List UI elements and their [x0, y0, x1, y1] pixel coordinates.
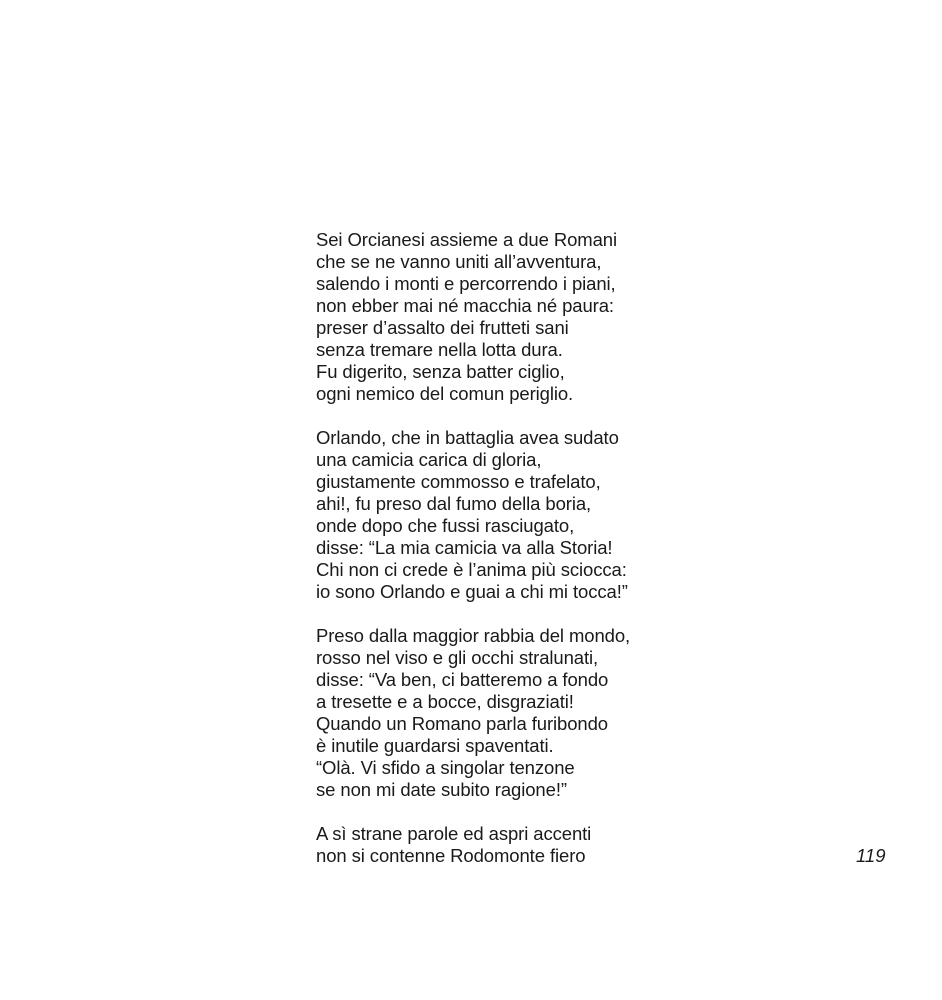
poem-line: io sono Orlando e guai a chi mi tocca!” [316, 581, 628, 602]
poem-line: A sì strane parole ed aspri accenti [316, 823, 592, 844]
poem-line: Quando un Romano parla furibondo [316, 713, 608, 734]
poem-line: Sei Orcianesi assieme a due Romani [316, 229, 617, 250]
poem-line: Chi non ci crede è l’anima più sciocca: [316, 559, 627, 580]
stanza-2 [316, 427, 736, 603]
stanza-1 [316, 229, 736, 405]
poem-line: disse: “La mia camicia va alla Storia! [316, 537, 613, 558]
poem-line: disse: “Va ben, ci batteremo a fondo [316, 669, 609, 690]
poem-line: senza tremare nella lotta dura. [316, 339, 563, 360]
page-number: 119 [856, 845, 886, 866]
poem-body [316, 229, 736, 889]
poem-line: “Olà. Vi sfido a singolar tenzone [316, 757, 575, 778]
poem-line: rosso nel viso e gli occhi stralunati, [316, 647, 599, 668]
stanza-4 [316, 823, 736, 867]
poem-line: una camicia carica di gloria, [316, 449, 542, 470]
poem-line: Fu digerito, senza batter ciglio, [316, 361, 565, 382]
poem-line: Orlando, che in battaglia avea sudato [316, 427, 619, 448]
poem-line: ahi!, fu preso dal fumo della boria, [316, 493, 592, 514]
poem-line: Preso dalla maggior rabbia del mondo, [316, 625, 631, 646]
poem-line: salendo i monti e percorrendo i piani, [316, 273, 616, 294]
poem-line: non si contenne Rodomonte fiero [316, 845, 586, 866]
poem-line: non ebber mai né macchia né paura: [316, 295, 614, 316]
poem-line: onde dopo che fussi rasciugato, [316, 515, 575, 536]
poem-line: preser d’assalto dei frutteti sani [316, 317, 569, 338]
poem-line: se non mi date subito ragione!” [316, 779, 567, 800]
poem-line: è inutile guardarsi spaventati. [316, 735, 554, 756]
poem-line: ogni nemico del comun periglio. [316, 383, 574, 404]
poem-line: giustamente commosso e trafelato, [316, 471, 601, 492]
poem-line: che se ne vanno uniti all’avventura, [316, 251, 602, 272]
poem-line: a tresette e a bocce, disgraziati! [316, 691, 574, 712]
stanza-3 [316, 625, 736, 801]
